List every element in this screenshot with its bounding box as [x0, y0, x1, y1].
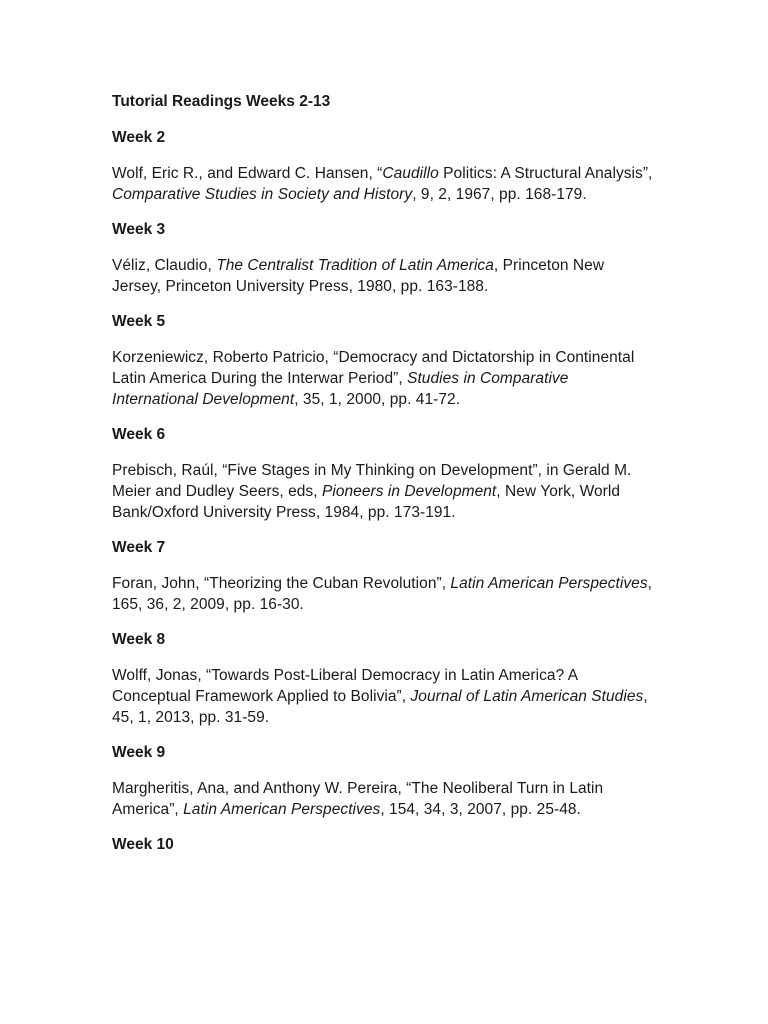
citation-text: Politics: A Structural Analysis”, [438, 165, 653, 182]
citation-text: Wolf, Eric R., and Edward C. Hansen, “ [112, 165, 383, 182]
reading-citation [112, 255, 657, 297]
citation-text: , 165, 36, 2, 2009, pp. 16-30. [112, 575, 652, 613]
week-heading: Week 8 [112, 631, 166, 648]
document-page [112, 91, 657, 870]
week-heading: Week 6 [112, 426, 166, 443]
reading-citation [112, 665, 657, 728]
week-heading: Week 10 [112, 836, 174, 853]
citation-text: , 45, 1, 2013, pp. 31-59. [112, 688, 648, 726]
week-section-5 [112, 311, 657, 410]
reading-citation [112, 163, 657, 205]
citation-italic-text: Studies in Comparative International Development [112, 370, 569, 408]
citation-italic-text: Journal of Latin American Studies [410, 688, 644, 705]
citation-italic-text: Latin American Perspectives [450, 575, 648, 592]
citation-text: , 9, 2, 1967, pp. 168-179. [412, 186, 587, 203]
citation-text: , 35, 1, 2000, pp. 41-72. [294, 391, 461, 408]
citation-text: Foran, John, “Theorizing the Cuban Revolution”, [112, 575, 451, 592]
reading-citation [112, 347, 657, 410]
citation-text: Korzeniewicz, Roberto Patricio, “Democracy and Dictatorship in Continental Latin America During the Interwar Period”, [112, 349, 635, 387]
reading-citation [112, 573, 657, 615]
week-heading: Week 9 [112, 744, 166, 761]
citation-text: , Princeton New Jersey, Princeton University Press, 1980, pp. 163-188. [112, 257, 605, 295]
week-section-9 [112, 742, 657, 820]
reading-citation [112, 460, 657, 523]
citation-text: Wolff, Jonas, “Towards Post-Liberal Democracy in Latin America? A Conceptual Framework Applied to Bolivia”, [112, 667, 578, 705]
week-section-7 [112, 537, 657, 615]
week-section-6 [112, 424, 657, 523]
week-section-10 [112, 834, 657, 856]
citation-italic-text: Pioneers in Development [321, 483, 497, 500]
week-heading: Week 3 [112, 221, 166, 238]
citation-italic-text: The Centralist Tradition of Latin America [216, 257, 494, 274]
week-heading: Week 7 [112, 539, 166, 556]
week-section-8 [112, 629, 657, 728]
week-heading: Week 5 [112, 313, 166, 330]
week-section-2 [112, 127, 657, 205]
citation-text: Véliz, Claudio, [112, 257, 217, 274]
citation-text: Margheritis, Ana, and Anthony W. Pereira, “The Neoliberal Turn in Latin America”, [112, 780, 604, 818]
document-title: Tutorial Readings Weeks 2-13 [112, 93, 331, 110]
citation-text: , New York, World Bank/Oxford University Press, 1984, pp. 173-191. [112, 483, 621, 521]
citation-text: Prebisch, Raúl, “Five Stages in My Thinking on Development”, in Gerald M. Meier and Dudley Seers, eds, [112, 462, 632, 500]
citation-italic-text: Latin American Perspectives [183, 801, 381, 818]
reading-citation [112, 778, 657, 820]
week-heading: Week 2 [112, 129, 166, 146]
citation-italic-text: Comparative Studies in Society and History [112, 186, 413, 203]
week-section-3 [112, 219, 657, 297]
citation-italic-text: Caudillo [382, 165, 439, 182]
citation-text: , 154, 34, 3, 2007, pp. 25-48. [380, 801, 581, 818]
